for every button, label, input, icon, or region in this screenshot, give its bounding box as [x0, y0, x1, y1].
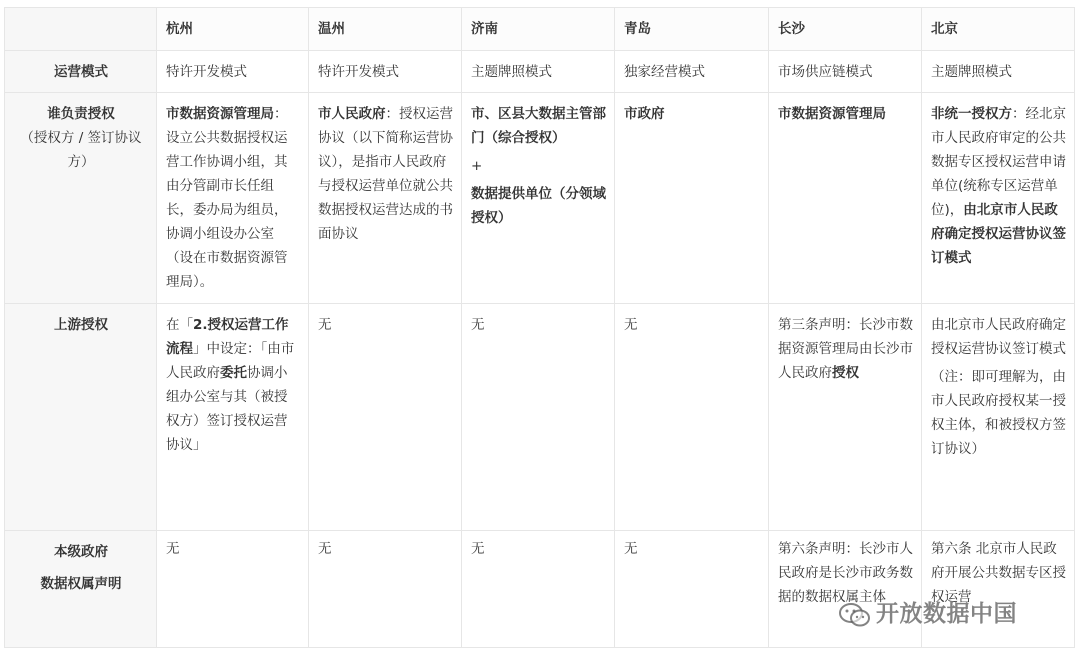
watermark-text: 开放数据中国 [876, 601, 1017, 627]
bold-text: 数据提供单位（分领域授权） [471, 186, 606, 226]
cell-responsible-jinan [462, 93, 615, 304]
row-header-upstream: 上游授权 [5, 304, 157, 531]
wechat-icon [838, 602, 872, 628]
cell-upstream-jinan: 无 [462, 304, 615, 531]
cell-responsible-changsha [769, 93, 922, 304]
cell-upstream-qingdao: 无 [615, 304, 769, 531]
cell-text: ：经北京市人民政府审定的公共数据专区授权运营申请单位(统称专区运营单位)， [931, 106, 1066, 218]
cell-upstream-hangzhou: 在「2.授权运营工作流程」中设定：「由市人民政府委托协调小组办公室与其（被授权方）签订授权运营协议」 [157, 304, 309, 531]
bold-text: 由北京市人民政府确定授权运营协议签订模式 [931, 202, 1066, 266]
cell-upstream-beijing [922, 304, 1075, 531]
cell-responsible-qingdao [615, 93, 769, 304]
cell-responsible-beijing [922, 93, 1075, 304]
cell-upstream-wenzhou: 无 [309, 304, 462, 531]
cell-mode-changsha: 市场供应链模式 [769, 51, 922, 93]
col-header-changsha: 长沙 [769, 8, 922, 51]
col-header-wenzhou: 温州 [309, 8, 462, 51]
col-header-jinan: 济南 [462, 8, 615, 51]
cell-mode-qingdao: 独家经营模式 [615, 51, 769, 93]
row-header-label: 本级政府 [54, 544, 108, 560]
row-header-ownership [5, 531, 157, 648]
comparison-table [4, 7, 1075, 648]
bold-text: 市政府 [624, 106, 665, 122]
cell-ownership-hangzhou: 无 [157, 531, 309, 648]
cell-mode-jinan: 主题牌照模式 [462, 51, 615, 93]
table-row [5, 531, 1075, 648]
corner-cell [5, 8, 157, 51]
row-header-mode: 运营模式 [5, 51, 157, 93]
cell-mode-beijing: 主题牌照模式 [922, 51, 1075, 93]
bold-text: 市数据资源管理局 [778, 106, 886, 122]
bold-text: 市数据资源管理局 [166, 106, 274, 122]
col-header-qingdao: 青岛 [615, 8, 769, 51]
cell-responsible-wenzhou [309, 93, 462, 304]
cell-mode-wenzhou: 特许开发模式 [309, 51, 462, 93]
header-row [5, 8, 1075, 51]
bold-text: 市、区县大数据主管部门（综合授权） [471, 106, 606, 146]
plus-sign: + [471, 158, 483, 174]
row-header-label: 数据权属声明 [40, 576, 122, 592]
cell-ownership-beijing: 第六条 北京市人民政府开展公共数据专区授权运营 [922, 531, 1075, 648]
row-header-responsible [5, 93, 157, 304]
cell-responsible-hangzhou [157, 93, 309, 304]
cell-mode-hangzhou: 特许开发模式 [157, 51, 309, 93]
cell-note: （注：即可理解为，由市人民政府授权某一授权主体，和被授权方签订协议） [931, 369, 1066, 457]
row-header-sublabel: （授权方 / 签订协议方） [20, 130, 142, 170]
table-row [5, 93, 1075, 304]
watermark [838, 595, 1017, 628]
cell-ownership-changsha: 第六条声明：长沙市人民政府是长沙市政务数据的数据权属主体 [769, 531, 922, 648]
bold-text: 市人民政府 [318, 106, 386, 122]
row-header-label: 谁负责授权 [47, 106, 115, 122]
cell-text: 由北京市人民政府确定授权运营协议签订模式 [931, 317, 1066, 357]
table-row [5, 51, 1075, 93]
col-header-beijing: 北京 [922, 8, 1075, 51]
bold-text: 非统一授权方 [931, 106, 1012, 122]
cell-text: ：授权运营协议（以下简称运营协议），是指市人民政府与授权运营单位就公共数据授权运营达成的书面协议 [318, 106, 453, 242]
cell-ownership-qingdao: 无 [615, 531, 769, 648]
cell-upstream-changsha: 第三条声明：长沙市数据资源管理局由长沙市人民政府授权 [769, 304, 922, 531]
table-row [5, 304, 1075, 531]
col-header-hangzhou: 杭州 [157, 8, 309, 51]
cell-text: ：设立公共数据授权运营工作协调小组，其由分管副市长任组长，委办局为组员，协调小组设办公室（设在市数据资源管理局）。 [166, 106, 288, 290]
cell-ownership-jinan: 无 [462, 531, 615, 648]
cell-ownership-wenzhou: 无 [309, 531, 462, 648]
